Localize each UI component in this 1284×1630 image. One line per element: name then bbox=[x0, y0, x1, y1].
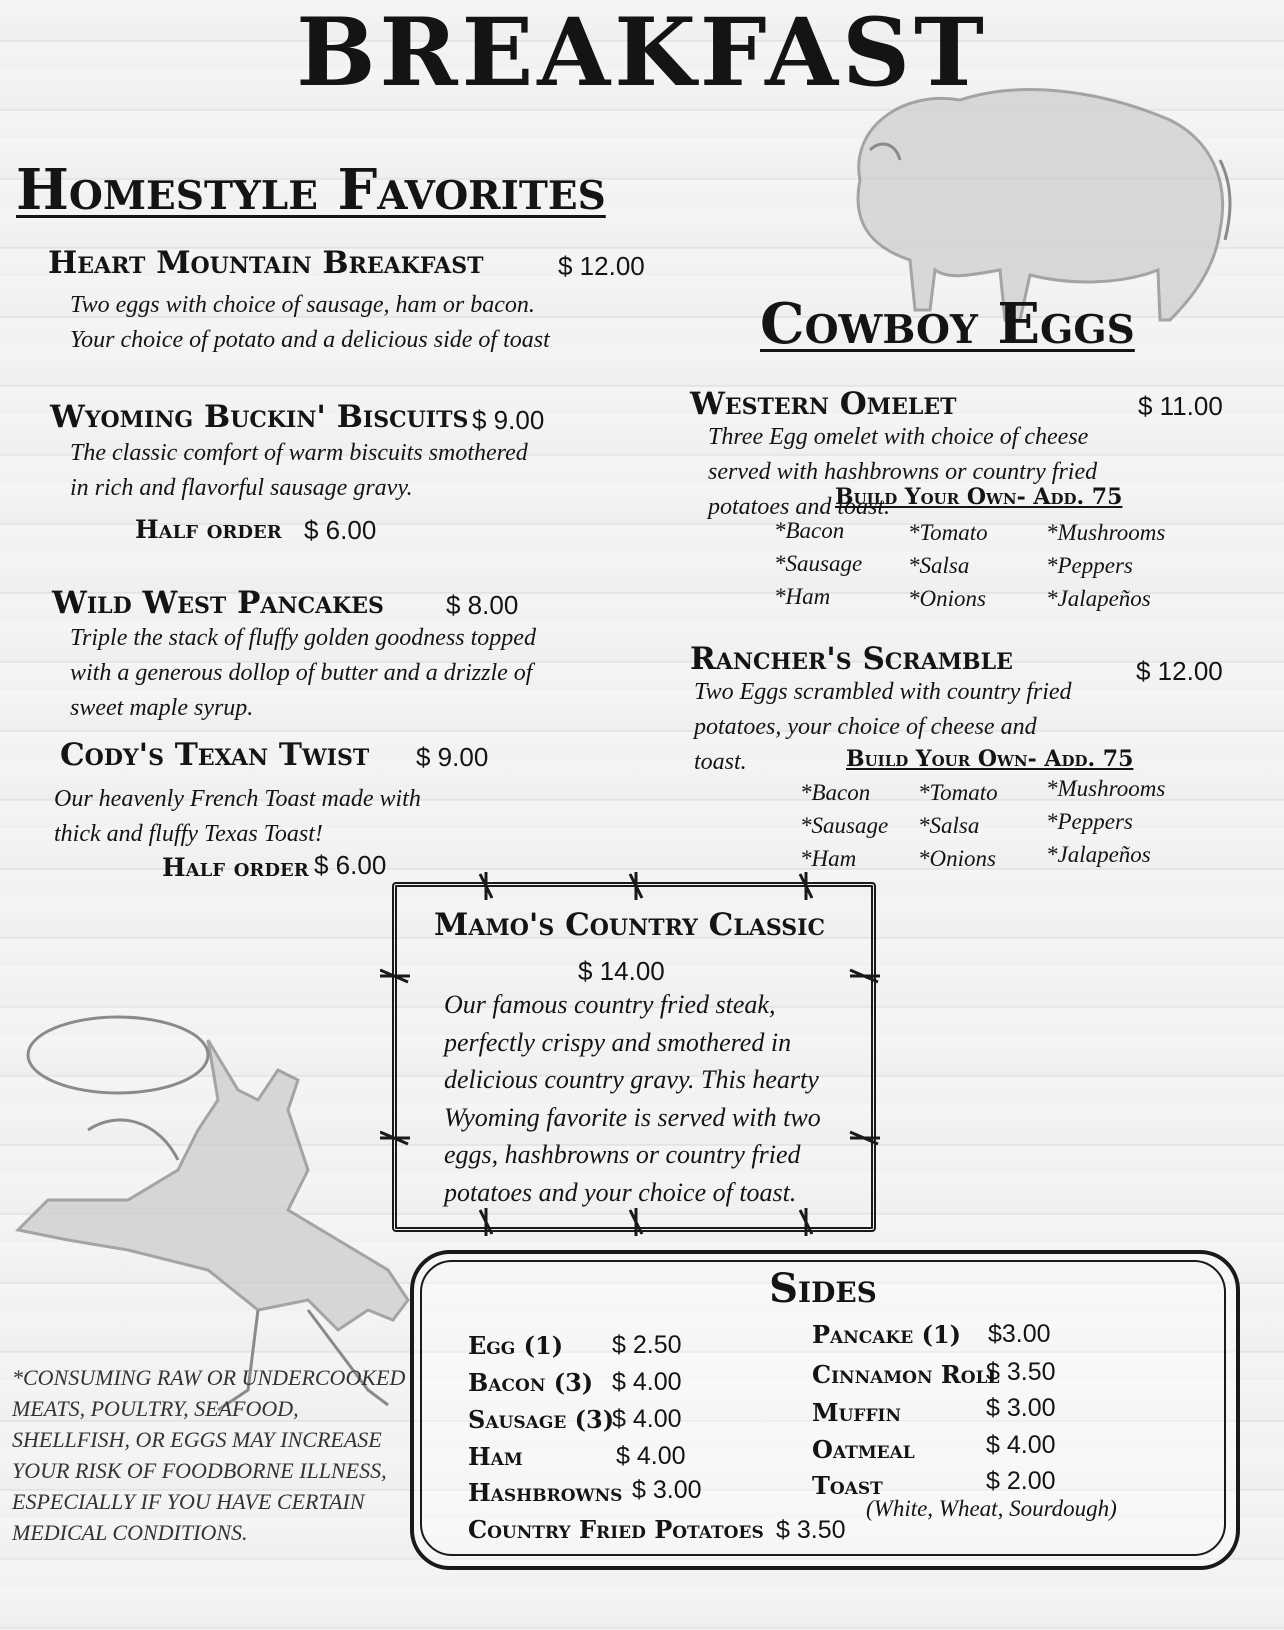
item-price: $ 12.00 bbox=[558, 251, 645, 281]
item-description: Our heavenly French Toast made with thick and fluffy Texas Toast! bbox=[54, 786, 421, 847]
item-price: $ 11.00 bbox=[1138, 391, 1223, 421]
item-price: $ 12.00 bbox=[1136, 656, 1223, 686]
featured-description: Our famous country fried steak, perfectly crispy and smothered in delicious country gravy. This hearty Wyoming favorite is served with two eggs, hashbrowns or country fried potatoes and your choice of toast. bbox=[444, 990, 821, 1207]
food-safety-disclaimer: *CONSUMING RAW OR UNDERCOOKED MEATS, POULTRY, SEAFOOD, SHELLFISH, OR EGGS MAY INCREASE YOUR RISK OF FOODBORNE ILLNESS, ESPECIALLY IF YOU HAVE CERTAIN MEDICAL CONDITIONS. bbox=[12, 1365, 406, 1545]
topping-item: *Bacon bbox=[800, 780, 871, 805]
topping-item: *Mushrooms bbox=[1046, 776, 1166, 801]
item-description: Two Eggs scrambled with country fried potatoes, your choice of cheese and toast. bbox=[694, 679, 1072, 775]
item-name: Western Omelet bbox=[690, 386, 957, 422]
featured-name: Mamo's Country Classic bbox=[434, 907, 825, 943]
item-price: $ 9.00 bbox=[416, 742, 489, 772]
topping-item: *Ham bbox=[774, 584, 831, 609]
topping-list bbox=[774, 514, 862, 613]
side-price: $ 4.00 bbox=[986, 1431, 1056, 1459]
item-name: Wyoming Buckin' Biscuits bbox=[50, 399, 469, 435]
item-price: $ 8.00 bbox=[446, 590, 519, 620]
item-name: Wild West Pancakes bbox=[52, 585, 384, 621]
side-name: Pancake (1) bbox=[812, 1320, 961, 1349]
half-order-label: Half order bbox=[162, 853, 309, 882]
topping-item: *Onions bbox=[918, 846, 996, 871]
build-your-own-label: Build Your Own- Add. 75 bbox=[846, 746, 1134, 772]
side-name: Oatmeal bbox=[812, 1435, 915, 1464]
topping-item: *Tomato bbox=[908, 520, 988, 545]
side-name: Sausage (3) bbox=[468, 1405, 615, 1434]
side-price: $ 2.00 bbox=[986, 1467, 1056, 1495]
topping-list bbox=[918, 776, 998, 875]
topping-list bbox=[1046, 516, 1165, 615]
toast-options-note: (White, Wheat, Sourdough) bbox=[866, 1496, 1117, 1521]
side-price: $ 4.00 bbox=[616, 1442, 686, 1470]
side-price: $ 3.50 bbox=[986, 1358, 1056, 1386]
topping-item: *Peppers bbox=[1046, 553, 1133, 578]
topping-item: *Sausage bbox=[800, 813, 889, 838]
build-your-own-label: Build Your Own- Add. 75 bbox=[835, 484, 1123, 510]
side-price: $ 4.00 bbox=[612, 1368, 682, 1396]
side-name: Hashbrowns bbox=[468, 1478, 623, 1507]
item-description: Two eggs with choice of sausage, ham or bacon. Your choice of potato and a delicious side of toast bbox=[70, 292, 550, 353]
item-name: Heart Mountain Breakfast bbox=[48, 245, 484, 281]
topping-item: *Jalapeños bbox=[1046, 586, 1151, 611]
page-title: BREAKFAST bbox=[296, 0, 988, 108]
topping-item: *Tomato bbox=[918, 780, 998, 805]
topping-item: *Onions bbox=[908, 586, 986, 611]
topping-item: *Ham bbox=[800, 846, 857, 871]
side-name: Toast bbox=[812, 1471, 883, 1500]
side-name: Cinnamon Roll bbox=[812, 1360, 1000, 1389]
homestyle-heading: Homestyle Favorites bbox=[16, 157, 606, 223]
topping-list bbox=[908, 516, 988, 615]
topping-item: *Bacon bbox=[774, 518, 845, 543]
side-name: Muffin bbox=[812, 1398, 902, 1427]
side-name: Country Fried Potatoes bbox=[468, 1515, 764, 1544]
side-price: $3.00 bbox=[988, 1320, 1051, 1348]
side-price: $ 3.00 bbox=[632, 1476, 702, 1504]
topping-item: *Salsa bbox=[918, 813, 980, 838]
topping-item: *Sausage bbox=[774, 551, 863, 576]
topping-item: *Peppers bbox=[1046, 809, 1133, 834]
topping-item: *Salsa bbox=[908, 553, 970, 578]
topping-item: *Mushrooms bbox=[1046, 520, 1166, 545]
side-name: Ham bbox=[468, 1442, 523, 1471]
side-price: $ 4.00 bbox=[612, 1405, 682, 1433]
topping-list bbox=[1046, 772, 1165, 871]
half-order-label: Half order bbox=[135, 515, 282, 544]
topping-item: *Jalapeños bbox=[1046, 842, 1151, 867]
item-description: The classic comfort of warm biscuits smothered in rich and flavorful sausage gravy. bbox=[70, 440, 528, 501]
item-price: $ 9.00 bbox=[472, 405, 545, 435]
cowboy-eggs-heading: Cowboy Eggs bbox=[760, 291, 1135, 357]
item-description: Triple the stack of fluffy golden goodness topped with a generous dollop of butter and a drizzle of sweet maple syrup. bbox=[70, 625, 536, 721]
side-price: $ 2.50 bbox=[612, 1331, 682, 1359]
item-name: Rancher's Scramble bbox=[690, 641, 1013, 677]
side-price: $ 3.00 bbox=[986, 1394, 1056, 1422]
side-name: Bacon (3) bbox=[468, 1368, 594, 1397]
item-description: Three Egg omelet with choice of cheese served with hashbrowns or country fried potatoes and toast. bbox=[708, 424, 1098, 520]
half-order-price: $ 6.00 bbox=[314, 850, 387, 880]
half-order-price: $ 6.00 bbox=[304, 515, 377, 545]
side-name: Egg (1) bbox=[468, 1331, 564, 1360]
topping-list bbox=[800, 776, 888, 875]
side-price: $ 3.50 bbox=[776, 1516, 846, 1544]
featured-price: $ 14.00 bbox=[578, 956, 665, 986]
item-name: Cody's Texan Twist bbox=[60, 737, 370, 773]
sides-heading: Sides bbox=[769, 1265, 877, 1312]
